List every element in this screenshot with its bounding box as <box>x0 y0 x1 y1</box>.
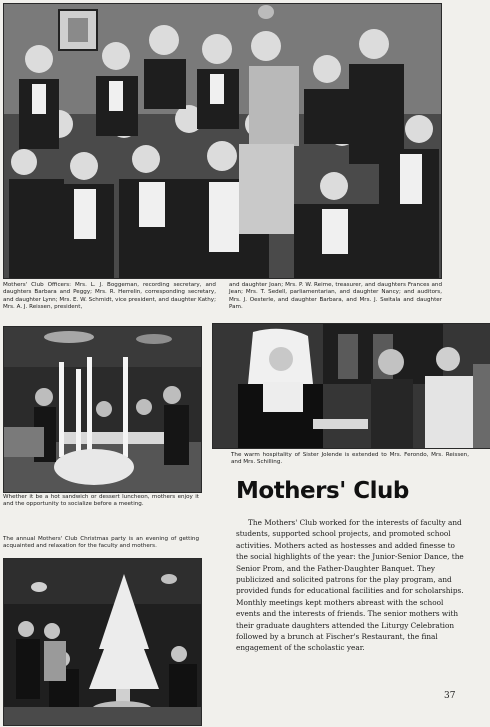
christmas-party-photo <box>3 558 202 726</box>
article-headline: Mothers' Club <box>236 478 409 504</box>
sister-jolende-photo <box>212 323 490 449</box>
luncheon-caption: Whether it be a hot sandwich or dessert luncheon, mothers enjoy it and the opportunity to socialize before a meeting. <box>3 494 199 508</box>
officers-caption-right: and daughter Joan; Mrs. P. W. Reime, treasurer, and daughters Frances and Jean; Mrs. T. Sedell, parliamentarian, and daughter Nancy; and auditors, Mrs. J. Oesterle, and daughter Barbara, and Mrs. J. Switala and daughter Pam. <box>229 282 442 311</box>
page-number: 37 <box>444 691 456 701</box>
article-body: The Mothers' Club worked for the interests of faculty and students, supported school projects, and promoted school activities. Mothers acted as hostesses and added finesse to the social highlights of the year: the Junior-Senior Dance, the Senior Prom, and the Father-Daughter Banquet. They publicized and solicited patrons for the play program, and provided funds for educational facilities and for scholarships. Monthly meetings kept mothers abreast with the school events and the interests of friends. The senior mothers with their graduate daughters attended the Liturgy Celebration followed by a brunch at Fischer's Restaurant, the final engagement of the scholastic year. <box>236 518 464 653</box>
officers-group-photo <box>3 3 442 279</box>
sister-jolende-caption: The warm hospitality of Sister Jolende is extended to Mrs. Ferondo, Mrs. Reissen, and Mrs. Schilling. <box>231 452 469 466</box>
luncheon-photo <box>3 326 202 493</box>
officers-caption-left: Mothers' Club Officers: Mrs. L. J. Boggeman, recording secretary, and daughters Barbara and Peggy; Mrs. R. Herrelin, corresponding secretary, and daughter Lynn; Mrs. E. W. Schmidt, vice president, and daughter Kathy; Mrs. A. J. Reissen, president, <box>3 282 216 311</box>
christmas-caption: The annual Mothers' Club Christmas party is an evening of getting acquainted and relaxation for the faculty and mothers. <box>3 536 199 550</box>
